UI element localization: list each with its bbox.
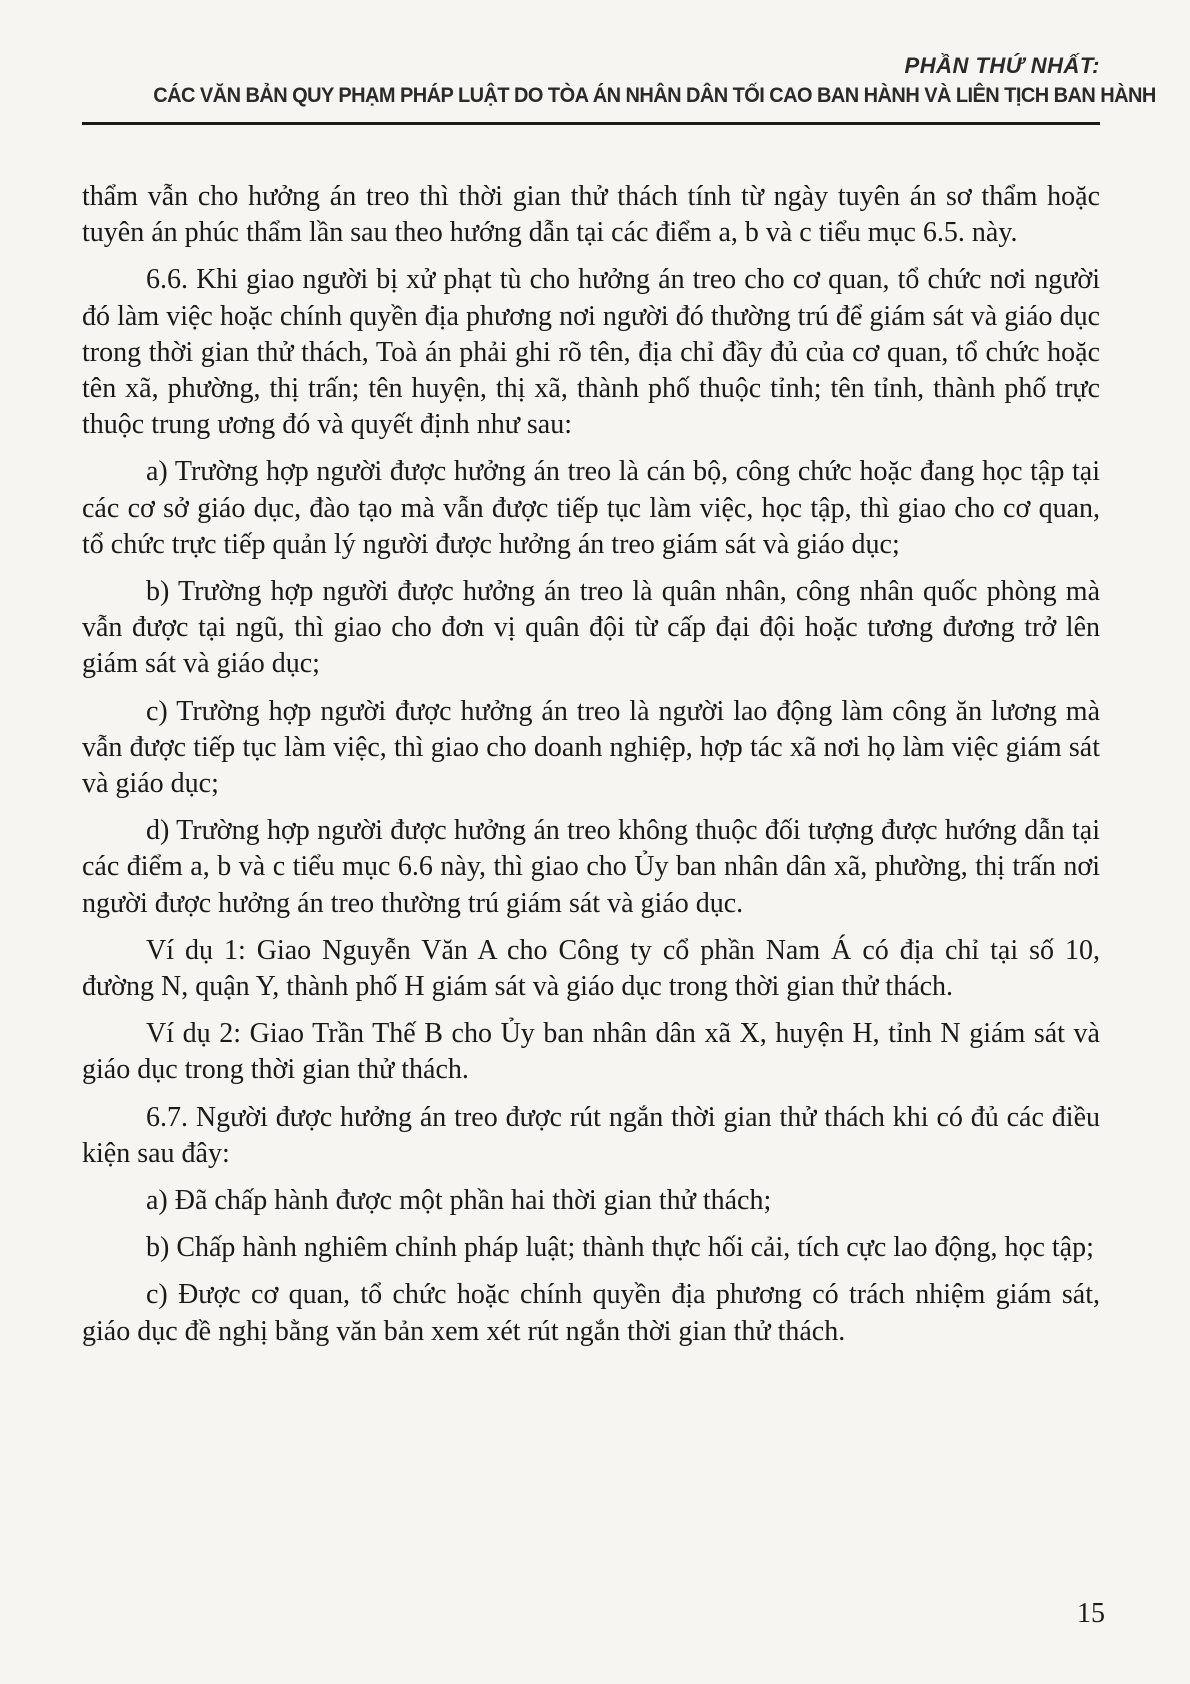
paragraph-6-6: 6.6. Khi giao người bị xử phạt tù cho hưởng án treo cho cơ quan, tổ chức nơi người đó làm việc hoặc chính quyền địa phương nơi người đó thường trú để giám sát và giáo dục trong thời gian thử thách, Toà án phải ghi rõ tên, địa chỉ đầy đủ của cơ quan, tổ chức hoặc tên xã, phường, thị trấn; tên huyện, thị xã, thành phố thuộc tỉnh; tên tỉnh, thành phố trực thuộc trung ương đó và quyết định như sau: <box>82 264 1100 441</box>
header-divider <box>82 122 1100 125</box>
header-part-label: PHẦN THỨ NHẤT: <box>904 53 1100 78</box>
page-number: 15 <box>1077 1598 1105 1629</box>
page-body <box>82 179 1100 1361</box>
paragraph-6-7: 6.7. Người được hưởng án treo được rút ngắn thời gian thử thách khi có đủ các điều kiện sau đây: <box>82 1101 1100 1169</box>
paragraph-6-6-d: d) Trường hợp người được hưởng án treo không thuộc đối tượng được hướng dẫn tại các điểm a, b và c tiểu mục 6.6 này, thì giao cho Ủy ban nhân dân xã, phường, thị trấn nơi người được hưởng án treo thường trú giám sát và giáo dục. <box>82 815 1100 919</box>
paragraph-6-6-c: c) Trường hợp người được hưởng án treo là người lao động làm công ăn lương mà vẫn được tiếp tục làm việc, thì giao cho doanh nghiệp, hợp tác xã nơi họ làm việc giám sát và giáo dục; <box>82 695 1100 800</box>
header-title: CÁC VĂN BẢN QUY PHẠM PHÁP LUẬT DO TÒA ÁN NHÂN DÂN TỐI CAO BAN HÀNH VÀ LIÊN TỊCH BAN HÀNH <box>153 83 1156 107</box>
paragraph-6-7-c: c) Được cơ quan, tổ chức hoặc chính quyền địa phương có trách nhiệm giám sát, giáo dục đề nghị bằng văn bản xem xét rút ngắn thời gian thử thách. <box>82 1279 1100 1347</box>
example-2: Ví dụ 2: Giao Trần Thế B cho Ủy ban nhân dân xã X, huyện H, tỉnh N giám sát và giáo dục trong thời gian thử thách. <box>82 1018 1100 1086</box>
paragraph-6-7-b: b) Chấp hành nghiêm chỉnh pháp luật; thành thực hối cải, tích cực lao động, học tập; <box>146 1232 1094 1264</box>
paragraph-continuation: thẩm vẫn cho hưởng án treo thì thời gian thử thách tính từ ngày tuyên án sơ thẩm hoặc tuyên án phúc thẩm lần sau theo hướng dẫn tại các điểm a, b và c tiểu mục 6.5. này. <box>82 181 1100 249</box>
paragraph-6-6-a: a) Trường hợp người được hưởng án treo là cán bộ, công chức hoặc đang học tập tại các cơ sở giáo dục, đào tạo mà vẫn được tiếp tục làm việc, học tập, thì giao cho cơ quan, tổ chức trực tiếp quản lý người được hưởng án treo giám sát và giáo dục; <box>82 456 1100 560</box>
paragraph-6-7-a: a) Đã chấp hành được một phần hai thời gian thử thách; <box>146 1185 772 1217</box>
example-1: Ví dụ 1: Giao Nguyễn Văn A cho Công ty cổ phần Nam Á có địa chỉ tại số 10, đường N, quận Y, thành phố H giám sát và giáo dục trong thời gian thử thách. <box>82 934 1100 1003</box>
running-header <box>82 52 1156 110</box>
paragraph-6-6-b: b) Trường hợp người được hưởng án treo là quân nhân, công nhân quốc phòng mà vẫn được tại ngũ, thì giao cho đơn vị quân đội từ cấp đại đội hoặc tương đương trở lên giám sát và giáo dục; <box>82 576 1100 680</box>
